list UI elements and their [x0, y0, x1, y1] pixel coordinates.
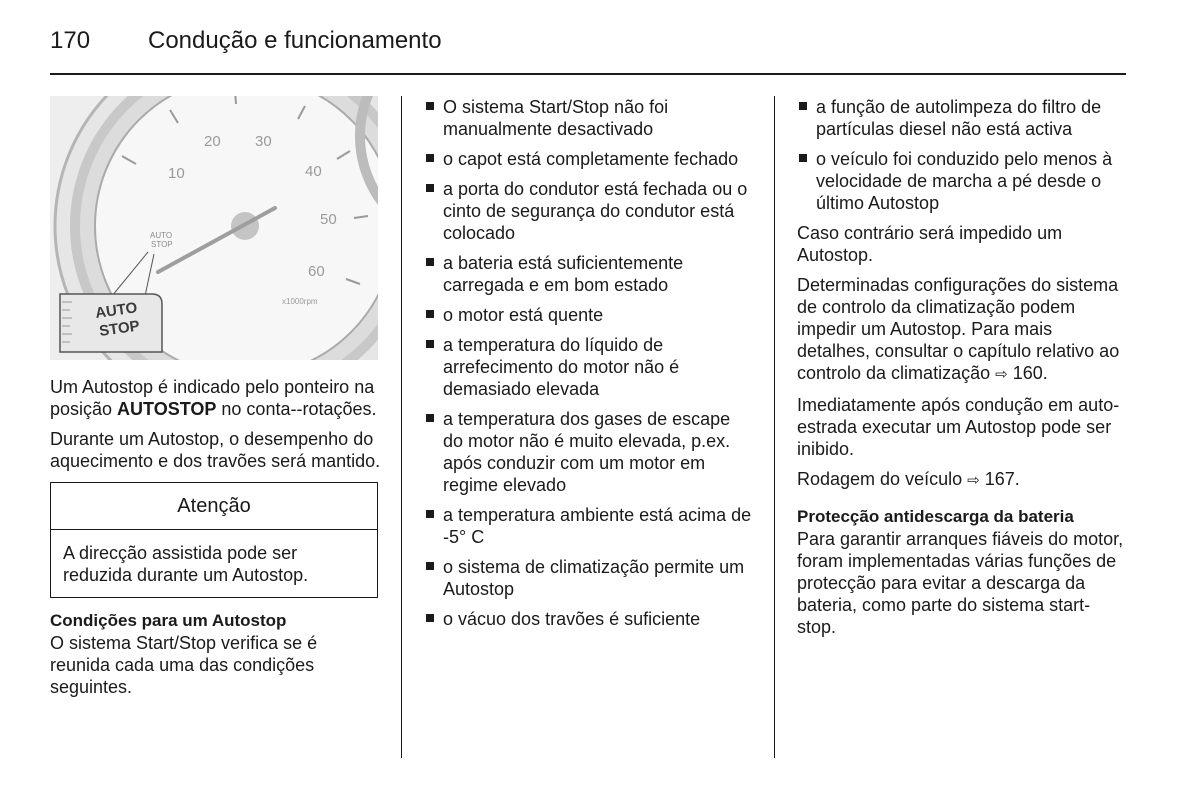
section-heading-battery-protection: Protecção antidescarga da bateria [797, 507, 1074, 526]
gauge-label-10: 10 [168, 165, 185, 182]
column-divider-2 [774, 96, 775, 758]
page-header [50, 22, 1126, 74]
list-item: a função de autolimpeza do filtro de partículas diesel não está activa [797, 96, 1127, 140]
page-number: 170 [50, 27, 91, 54]
bullet-icon [426, 184, 434, 192]
bullet-icon [426, 414, 434, 422]
header-rule [50, 73, 1126, 75]
list-item: a temperatura dos gases de escape do motor não é muito elevada, p.ex. após conduzir com um motor em regime elevado [424, 408, 754, 496]
bullet-icon [426, 102, 434, 110]
tachometer-figure [50, 96, 378, 360]
bullet-icon [799, 102, 807, 110]
bullet-icon [426, 614, 434, 622]
list-item: o motor está quente [424, 304, 754, 326]
reference-arrow-icon: ⇨ [995, 366, 1008, 383]
gauge-unit-label: x1000rpm [282, 297, 318, 306]
page-reference-link[interactable]: 167. [984, 469, 1020, 489]
gauge-autostop-label-1: AUTO [150, 231, 173, 240]
conditions-intro-paragraph: O sistema Start/Stop verifica se é reunida cada uma das condições seguintes. [50, 633, 318, 697]
callout-autostop-label-1: AUTO [94, 299, 139, 322]
climate-control-paragraph: Determinadas configurações do sistema de controlo da climatização podem impedir um Autostop. Para mais detalhes, consultar o capítulo relativo ao controlo da climatização ⇨ 160. [797, 275, 1120, 383]
column-2 [424, 96, 754, 638]
bullet-icon [426, 310, 434, 318]
tachometer-illustration [50, 96, 378, 360]
bullet-icon [426, 258, 434, 266]
bullet-icon [426, 562, 434, 570]
list-item: o vácuo dos travões é suficiente [424, 608, 754, 630]
bullet-icon [426, 154, 434, 162]
bullet-icon [426, 340, 434, 348]
heating-brakes-paragraph: Durante um Autostop, o desempenho do aquecimento e dos travões será mantido. [50, 429, 381, 471]
column-divider-1 [401, 96, 402, 758]
chapter-title: Condução e funcionamento [148, 27, 442, 54]
battery-protection-paragraph: Para garantir arranques fiáveis do motor, foram implementadas várias funções de protecção para evitar a descarga da bateria, como parte do sistema start-stop. [797, 529, 1124, 637]
bullet-icon [799, 154, 807, 162]
list-item: a temperatura ambiente está acima de -5° C [424, 504, 754, 548]
caution-body: A direcção assistida pode ser reduzida durante um Autostop. [63, 543, 309, 585]
gauge-label-20: 20 [204, 133, 221, 150]
section-heading-autostop-conditions: Condições para um Autostop [50, 611, 287, 630]
callout-autostop-label-2: STOP [98, 317, 141, 340]
list-item: o veículo foi conduzido pelo menos à velocidade de marcha a pé desde o último Autostop [797, 148, 1127, 214]
list-item: a temperatura do líquido de arrefecimento do motor não é demasiado elevada [424, 334, 754, 400]
conditions-list [424, 96, 754, 630]
column-3 [797, 96, 1127, 646]
gauge-label-50: 50 [320, 211, 337, 228]
otherwise-paragraph: Caso contrário será impedido um Autostop. [797, 223, 1063, 265]
gauge-label-40: 40 [305, 163, 322, 180]
caution-title: Atenção [51, 483, 377, 530]
list-item: o sistema de climatização permite um Autostop [424, 556, 754, 600]
reference-arrow-icon: ⇨ [967, 472, 980, 489]
motorway-paragraph: Imediatamente após condução em auto-estrada executar um Autostop pode ser inibido. [797, 395, 1120, 459]
page-reference-link[interactable]: 160. [1012, 363, 1048, 383]
gauge-label-60: 60 [308, 263, 325, 280]
autostop-indication-paragraph: Um Autostop é indicado pelo ponteiro na posição AUTOSTOP no conta--rotações. [50, 377, 377, 419]
list-item: a bateria está suficientemente carregada e em bom estado [424, 252, 754, 296]
caution-box [50, 482, 378, 598]
list-item: o capot está completamente fechado [424, 148, 754, 170]
list-item: O sistema Start/Stop não foi manualmente desactivado [424, 96, 754, 140]
column-1 [50, 96, 382, 706]
running-in-paragraph: Rodagem do veículo ⇨ 167. [797, 469, 1020, 489]
bullet-icon [426, 510, 434, 518]
list-item: a porta do condutor está fechada ou o cinto de segurança do condutor está colocado [424, 178, 754, 244]
gauge-label-30: 30 [255, 133, 272, 150]
gauge-autostop-label-2: STOP [151, 240, 173, 249]
conditions-list-continued [797, 96, 1127, 214]
